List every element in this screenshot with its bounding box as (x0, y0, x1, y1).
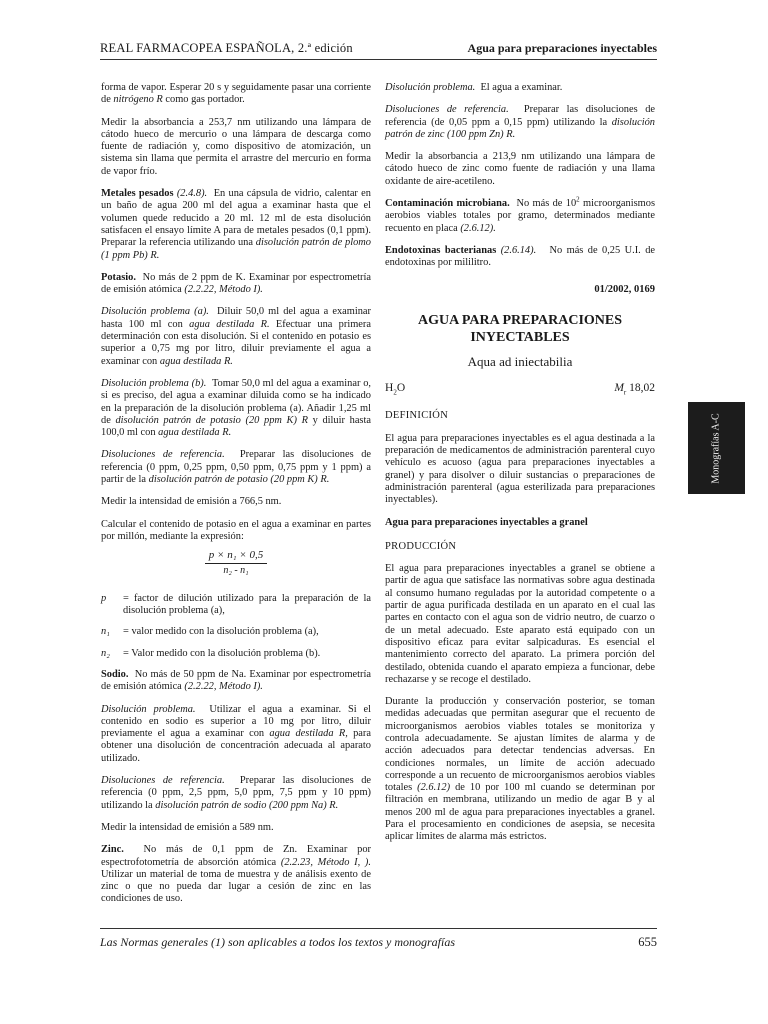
definition-item: n₂ = Valor medido con la disolución problema (b). (101, 647, 321, 659)
page-footer (100, 928, 657, 950)
paragraph-measure-zn: Medir la absorbancia a 213,9 nm utilizando una lámpara de cátodo hueco de zinc como fuente de radiación y una llama oxidante de aire-acetileno. (385, 151, 655, 187)
paragraph-potassium: Potasio. No más de 2 ppm de K. Examinar por espectrometría de emisión atómica (2.2.22, Método I). (101, 271, 371, 296)
paragraph-heavy-metals: Metales pesados (2.4.8). En una cápsula de vidrio, calentar en un baño de agua 200 ml del agua a examinar hasta que el volumen quede reducido a 20 ml. 12 ml de esta disolución satisfacen el ensayo límite A para de metales pesados (0,1 ppm). Preparar la referencia utilizando una disolución patrón de plomo (1 ppm Pb) R. (101, 188, 371, 261)
side-tab-label: Monografías A-C (711, 412, 722, 484)
formula-definitions (101, 593, 371, 660)
footer-note: Las Normas generales (1) son aplicables a todos los textos y monografías (100, 935, 455, 949)
paragraph-reference-solutions-zn: Disoluciones de referencia. Preparar las disoluciones de referencia (de 0,05 ppm a 0,15 ppm) utilizando la disolución patrón de zinc (100 ppm Zn) R. (385, 104, 656, 140)
paragraph-definition: El agua para preparaciones inyectables es el agua destinada a la preparación de medicamentos de administración parenteral cuyo vehículo es acuoso (agua para preparaciones inyectables a granel) y para disolver o diluir sustancias o preparaciones de administración parenteral (agua esterilizada para preparaciones inyectables). (385, 432, 655, 506)
paragraph-calculate: Calcular el contenido de potasio en el agua a examinar en partes por millón, mediante la expresión: (101, 518, 371, 542)
monograph-title: AGUA PARA PREPARACIONES INYECTABLES (417, 312, 623, 345)
paragraph-measure-na: Medir la intensidad de emisión a 589 nm. (101, 821, 274, 833)
molecular-formula-row (385, 382, 655, 397)
paragraph-reference-solutions-k: Disoluciones de referencia. Preparar las disoluciones de referencia (0 ppm, 0,25 ppm, 0,50 ppm, 0,75 ppm y 1 ppm) a partir de la disolución patrón de potasio (20 ppm K) R. (101, 449, 372, 486)
potassium-formula (101, 549, 371, 577)
side-thumb-tab (688, 402, 745, 494)
paragraph-measure-k: Medir la intensidad de emisión a 766,5 nm. (101, 496, 282, 508)
section-definition-heading: DEFINICIÓN (385, 410, 449, 422)
paragraph-test-solution-a: Disolución problema (a). Diluir 50,0 ml del agua a examinar hasta 100 ml con agua destilada R. Efectuar una primera determinación con esta disolución. Si el contenido en potasio es superior a 0,75 mg por litro, diluir previamente el agua a examinar con agua destilada R. (101, 306, 372, 367)
paragraph-production-1: El agua para preparaciones inyectables a granel se obtiene a partir de agua que satisface las normativas sobre agua destinada al consumo humano reguladas por la autoridad competente o a partir de agua purificada destilada en un aparato en el cual las partes en contacto con el agua son de vidrio neutro, de cuarzo o de un metal adecuado. Este aparato está equipado con un dispositivo eficaz para evitar salpicaduras. Es esencial el mantenimiento correcto del aparato. La primera porción del destilado, obtenida cuando el aparato empieza a funcionar, debe rechazarse y se recoge el destilado. (385, 563, 655, 685)
running-header (100, 37, 657, 60)
molecular-formula: $H_2O$ (385, 382, 406, 397)
monograph-code: 01/2002, 0169 (594, 283, 655, 295)
right-column (385, 82, 655, 854)
latin-name: Aqua ad iniectabilia (467, 353, 573, 369)
subsection-bulk-heading: Agua para preparaciones inyectables a granel (385, 516, 588, 528)
relative-molecular-mass: $M_r$ 18,02 (614, 382, 655, 397)
formula-numerator: p × n₁ × 0,5 (205, 549, 267, 563)
paragraph-microbial-contamination: Contaminación microbiana. No más de $10^2$ microorganismos aerobios viables totales por gramo, determinados mediante recuento en placa (2.6.12). (385, 195, 655, 234)
formula-denominator: n₂ - n₁ (223, 564, 249, 576)
paragraph-mercury-absorbance: Medir la absorbancia a 253,7 nm utilizando una lámpara de cátodo hueco de mercurio o una lámpara de descarga como fuente de radiación y, como dispositivo de atomización, un sistema sin llama que permita el arrastre del mercurio en forma de vapor frío. (101, 116, 371, 177)
paragraph-reference-solutions-na: Disoluciones de referencia. Preparar las disoluciones de referencia (0 ppm, 2,5 ppm, 5,0 ppm, 7,5 ppm y 10 ppm) utilizando la disolución patrón de sodio (200 ppm Na) R. (101, 775, 372, 811)
paragraph-test-solution-b: Disolución problema (b). Tomar 50,0 ml del agua a examinar o, si es preciso, del agua a examinar diluida como se ha indicado en la preparación de la disolución problema (a). Añadir 1,25 ml de disolución patrón de potasio (20 ppm K) R y diluir hasta 100,0 ml con agua destilada R. (101, 377, 371, 439)
paragraph-test-solution-zn: Disolución problema. El agua a examinar. (385, 82, 563, 93)
left-column (101, 82, 371, 916)
paragraph-sodium: Sodio. No más de 50 ppm de Na. Examinar por espectrometría de emisión atómica (2.2.22, Método I). (101, 668, 371, 693)
paragraph-bacterial-endotoxins: Endotoxinas bacterianas (2.6.14). No más de 0,25 U.I. de endotoxinas por mililitro. (385, 244, 656, 269)
header-monograph-title: Agua para preparaciones inyectables (467, 41, 657, 55)
paragraph-zinc: Zinc. No más de 0,1 ppm de Zn. Examinar por espectrofotometría de absorción atómica (2.2.23, Método I, ). Utilizar un material de toma de muestra y de análisis exento de zinc o que no pueda dar lugar a cesión de zinc en las condiciones de uso. (101, 844, 371, 905)
definition-item: p = factor de dilución utilizado para la preparación de la disolución problema (a), (101, 592, 371, 617)
definition-item: n₁ = valor medido con la disolución problema (a), (101, 626, 319, 638)
paragraph-test-solution-na: Disolución problema. Utilizar el agua a examinar. Si el contenido en sodio es superior a 10 mg por litro, diluir previamente el agua a examinar con agua destilada R, para obtener una disolución de concentración adecuada al aparato utilizado. (101, 703, 372, 764)
page-number: 655 (638, 935, 657, 949)
header-book-title: REAL FARMACOPEA ESPAÑOLA, 2.ª edición (100, 41, 353, 55)
section-production-heading: PRODUCCIÓN (385, 540, 457, 552)
paragraph-production-2: Durante la producción y conservación posterior, se toman medidas adecuadas que permitan asegurar que el recuento de microorganismos aerobios viables totales se monitoriza y controla adecuadamente. Se ajustan límites de alarma y de acción adecuados para detectar tendencias adversas. En condiciones normales, un límite de acción adecuado corresponde a un recuento de microorganismos aerobios viables totales (2.6.12) de 10 por 100 ml cuando se determinan por filtración en membrana, utilizando un medio de agar B y al menos 200 ml de agua para preparaciones inyectables a granel. Para el procesamiento en condiciones de asepsia, se necesita aplicar límites de alarma más estrictos. (385, 696, 655, 843)
paragraph-vapor: forma de vapor. Esperar 20 s y seguidamente pasar una corriente de nitrógeno R como gas portador. (101, 82, 371, 106)
